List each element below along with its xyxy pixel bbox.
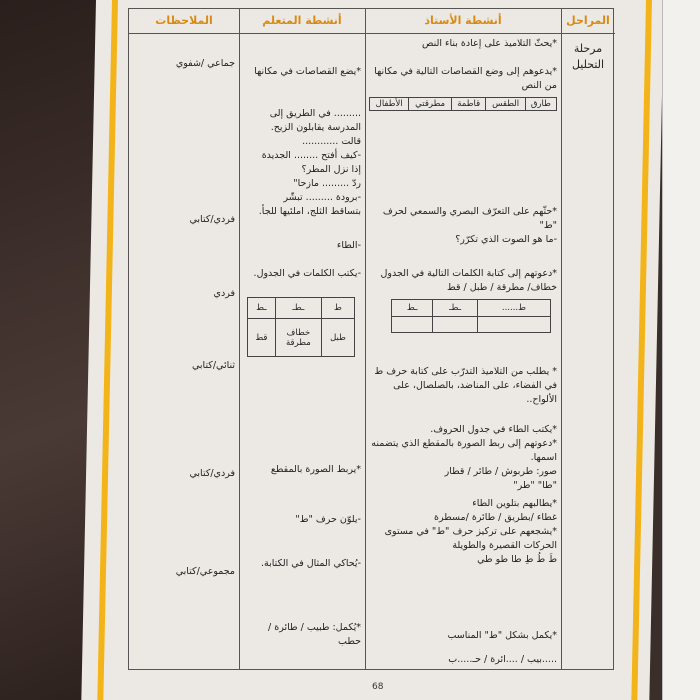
teacher-text: *يدعوهم إلى وضع القصاصات التالية في مكانها من النص bbox=[374, 66, 557, 91]
clippings-strip bbox=[369, 97, 557, 111]
learner-text: ......... في الطريق إلى المدرسة يقابلون الزيح. قالت ............ -كيف أفتح ........ الجديدة إذا نزل المطر؟ ردّ ......... مازحا" -برودة ......... تبشّر بتساقط الثلج، املئيها للجأ. bbox=[258, 108, 361, 217]
header-stages: المراحل bbox=[561, 9, 615, 34]
clipping-item: الأطفال bbox=[370, 98, 409, 111]
learner-table-cell: طبل bbox=[321, 319, 354, 357]
teacher-text: * يطلب من التلاميذ التدرّب على كتابة حرف ط في الفضاء، على المناضد، بالصلصال، على الألواح.. bbox=[374, 366, 557, 405]
clipping-item: طارق bbox=[525, 98, 556, 111]
header-teacher: أنشطة الأستاذ bbox=[365, 9, 561, 34]
learner-text: -يكتب الكلمات في الجدول. bbox=[253, 268, 361, 279]
teacher-table-head: ط...... bbox=[477, 300, 550, 317]
teacher-text: .....بيب / ....ائرة / حـ.....ب bbox=[448, 654, 557, 665]
teacher-text: *حثّهم على التعرّف البصري والسمعي لحرف "ط" -ما هو الصوت الذي تكرّر؟ bbox=[382, 206, 557, 245]
learner-text: *يضع القصاصات في مكانها bbox=[254, 66, 361, 77]
learner-table-head: ط bbox=[321, 298, 354, 319]
column-divider bbox=[239, 9, 240, 669]
clipping-item: قاطمة bbox=[451, 98, 486, 111]
learner-word-table bbox=[247, 297, 355, 357]
lesson-table bbox=[128, 8, 614, 670]
learner-table-cell: قط bbox=[248, 319, 276, 357]
learner-text: *يُكمل: طبيب / طائرة / حطب bbox=[268, 622, 361, 647]
note-text: فردي/كتابي bbox=[189, 468, 235, 479]
learner-text: -يلوّن حرف "ط" bbox=[295, 514, 361, 525]
note-text: فردي/كتابي bbox=[189, 214, 235, 225]
learner-table-head: ـطـ bbox=[275, 298, 321, 319]
learner-text: *يربط الصورة بالمقطع bbox=[270, 464, 361, 475]
header-notes: الملاحظات bbox=[129, 9, 239, 34]
note-text: فردي bbox=[213, 288, 235, 299]
column-divider bbox=[561, 9, 562, 669]
page-number: 68 bbox=[372, 682, 384, 692]
stage-label: مرحلة التحليل bbox=[571, 42, 605, 71]
teacher-table-head: ـط bbox=[392, 300, 433, 317]
learner-text: -الطاء bbox=[336, 240, 361, 251]
learner-text: -يُحاكي المثال في الكتابة. bbox=[260, 558, 361, 569]
clipping-item: مطرقتي bbox=[409, 98, 452, 111]
clipping-item: الطقس bbox=[486, 98, 525, 111]
teacher-table-head: ـطـ bbox=[433, 300, 478, 317]
note-text: ثنائي/كتابي bbox=[191, 360, 235, 371]
header-learner: أنشطة المتعلم bbox=[239, 9, 365, 34]
teacher-text: *دعوتهم إلى كتابة الكلمات التالية في الجدول خطاف/ مطرقة / طبل / قط bbox=[380, 268, 557, 293]
next-page-edge bbox=[662, 0, 700, 700]
teacher-word-table bbox=[391, 299, 551, 333]
teacher-text: *يكتب الطاء في جدول الحروف. *دعوتهم إلى ربط الصورة بالمقطع الذي يتضمنه اسمها. صور: طربوش / طائر / قطار "طا" "طر" bbox=[371, 424, 557, 491]
note-text: جماعي /شفوي bbox=[175, 58, 235, 69]
learner-table-cell: خطاف مطرقة bbox=[275, 319, 321, 357]
note-text: مجموعي/كتابي bbox=[175, 566, 235, 577]
teacher-text: *يطالبهم بتلوين الطاء غطاء /بطريق / طائرة /مسطرة *يشجعهم على تركيز حرف "ط" في مستوى الحركات القصيرة والطويلة طَ طُ طِ طا طو طي bbox=[384, 498, 557, 565]
teacher-text: *يكمل بشكل "ط" المناسب bbox=[447, 630, 557, 641]
column-divider bbox=[365, 9, 366, 669]
learner-table-head: ـط bbox=[248, 298, 276, 319]
teacher-text: *يحثّ التلاميذ على إعادة بناء النص bbox=[421, 38, 557, 49]
